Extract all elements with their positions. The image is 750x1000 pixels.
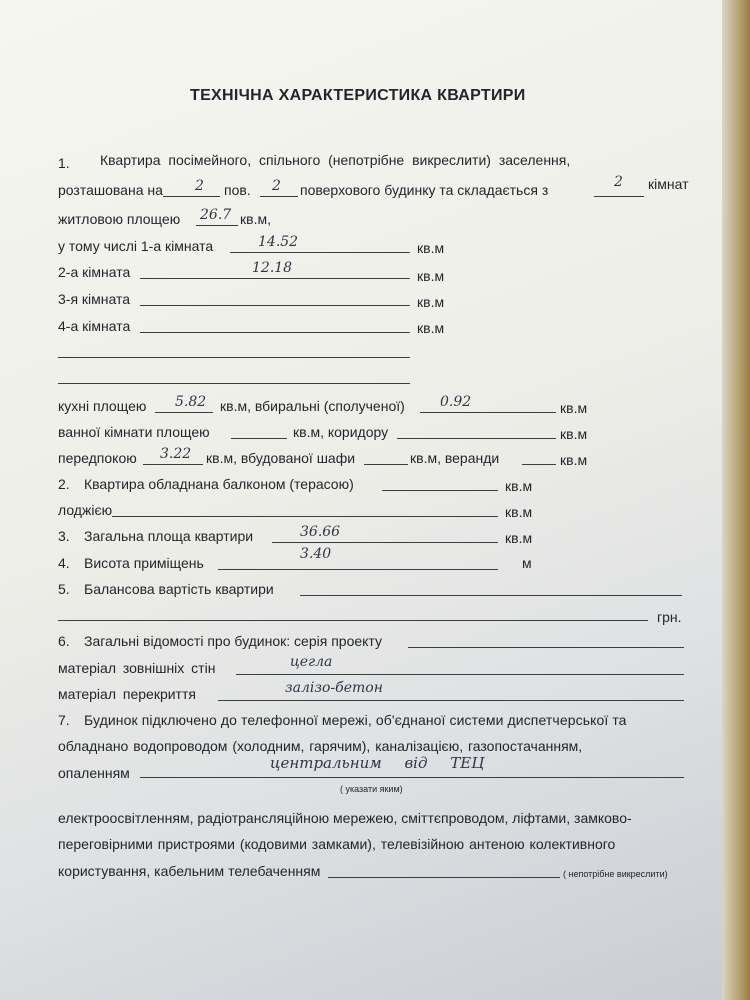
balance-value-underline-2	[58, 620, 648, 621]
room3-unit: кв.м	[417, 294, 445, 310]
blank-line	[58, 383, 410, 384]
floors-value: 2	[272, 178, 281, 194]
heating-underline	[140, 777, 684, 778]
living-area-underline	[196, 225, 238, 226]
floor-value: 2	[195, 178, 204, 194]
blank-line	[58, 357, 410, 358]
toilet-value: 0.92	[440, 394, 472, 410]
section-7-line6: користування, кабельним телебаченням	[58, 863, 321, 879]
corridor-label: кв.м, коридору	[293, 424, 389, 440]
room3-label: 3-я кімната	[58, 291, 131, 307]
building-text: поверхового будинку та складається з	[300, 182, 549, 198]
section-3-number: 3.	[58, 528, 70, 544]
rooms-word: кімнат	[648, 176, 689, 192]
document-title: ТЕХНІЧНА ХАРАКТЕРИСТИКА КВАРТИРИ	[190, 87, 526, 104]
rooms-value: 2	[614, 174, 623, 190]
room1-underline	[230, 252, 410, 253]
room4-label: 4-а кімната	[58, 318, 131, 334]
kitchen-underline	[155, 412, 213, 413]
section-7-number: 7.	[58, 712, 70, 728]
balcony-label: Квартира обладнана балконом (терасою)	[84, 476, 354, 492]
balance-value-label: Балансова вартість квартири	[84, 581, 274, 597]
specify-note: ( указати яким)	[340, 784, 403, 794]
room4-underline	[140, 332, 410, 333]
toilet-label: кв.м, вбиральні (сполученої)	[220, 398, 405, 414]
total-area-underline	[272, 542, 498, 543]
room4-unit: кв.м	[417, 320, 445, 336]
cross-out-note: ( непотрібне викреслити)	[563, 869, 668, 879]
floors-underline	[260, 196, 298, 197]
room1-unit: кв.м	[417, 240, 445, 256]
section-7-line1: Будинок підключено до телефонної мережі, об'єднаної системи диспетчерської та	[84, 712, 627, 728]
wardrobe-underline	[364, 464, 408, 465]
kitchen-value: 5.82	[175, 394, 207, 410]
section-4-number: 4.	[58, 555, 70, 571]
corridor-unit: кв.м	[560, 426, 588, 442]
floor-word: пов.	[224, 182, 251, 198]
hall-label: передпокою	[58, 450, 137, 466]
room3-underline	[140, 305, 410, 306]
balcony-unit: кв.м	[505, 478, 533, 494]
section-6-number: 6.	[58, 633, 70, 649]
section-7-line5: переговірними пристроями (кодовими замками), телевізійною антеною колективного	[58, 836, 616, 852]
veranda-unit: кв.м	[560, 452, 588, 468]
height-underline	[218, 569, 498, 570]
bath-label: ванної кімнати площею	[58, 424, 210, 440]
currency-label: грн.	[657, 609, 682, 625]
room1-label: у тому числі 1-а кімната	[58, 238, 214, 254]
cable-tv-underline	[328, 877, 560, 878]
section-1-line1: Квартира посімейного, спільного (непотрібне викреслити) заселення,	[100, 152, 571, 168]
loggia-underline	[112, 516, 498, 517]
room2-label: 2-а кімната	[58, 264, 131, 280]
walls-underline	[236, 674, 684, 675]
living-area-value: 26.7	[200, 207, 232, 223]
ceiling-value: залізо-бетон	[285, 680, 383, 696]
ceiling-label: матеріал перекриття	[58, 686, 196, 702]
building-info-label: Загальні відомості про будинок: серія проекту	[84, 633, 382, 649]
room2-unit: кв.м	[417, 268, 445, 284]
located-on-label: розташована на	[58, 182, 163, 198]
balcony-underline	[382, 490, 498, 491]
section-2-number: 2.	[58, 476, 70, 492]
veranda-underline	[522, 464, 556, 465]
height-unit: м	[522, 555, 532, 571]
rooms-underline	[594, 196, 644, 197]
height-label: Висота приміщень	[84, 555, 204, 571]
heating-value: центральним від ТЕЦ	[270, 754, 485, 772]
walls-label: матеріал зовнішніх стін	[58, 660, 216, 676]
hall-underline	[143, 464, 203, 465]
corridor-underline	[397, 438, 556, 439]
background-edge	[722, 0, 750, 1000]
floor-underline	[163, 196, 220, 197]
total-area-value: 36.66	[300, 524, 341, 540]
heating-label: опаленням	[58, 765, 130, 781]
loggia-label: лоджією	[58, 502, 113, 518]
veranda-label: кв.м, веранди	[410, 450, 500, 466]
toilet-unit: кв.м	[560, 400, 588, 416]
balance-value-underline	[300, 595, 682, 596]
kitchen-label: кухні площею	[58, 398, 147, 414]
section-5-number: 5.	[58, 581, 70, 597]
hall-value: 3.22	[160, 446, 192, 462]
room2-value: 12.18	[252, 260, 293, 276]
total-area-unit: кв.м	[505, 530, 533, 546]
walls-value: цегла	[290, 654, 333, 670]
wardrobe-label: кв.м, вбудованої шафи	[206, 450, 356, 466]
height-value: 3.40	[300, 546, 332, 562]
ceiling-underline	[218, 700, 684, 701]
toilet-underline	[420, 412, 556, 413]
living-area-label: житловою площею	[58, 211, 181, 227]
section-1-number: 1.	[58, 155, 70, 171]
loggia-unit: кв.м	[505, 504, 533, 520]
room1-value: 14.52	[258, 234, 299, 250]
bath-underline	[231, 438, 287, 439]
project-series-underline	[408, 647, 684, 648]
room2-underline	[140, 278, 410, 279]
total-area-label: Загальна площа квартири	[84, 528, 254, 544]
section-7-line2: обладнано водопроводом (холодним, гарячим), каналізацією, газопостачанням,	[58, 738, 583, 754]
section-7-line4: електроосвітленням, радіотрансляційною мережею, сміттєпроводом, ліфтами, замково-	[58, 810, 632, 826]
living-area-unit: кв.м,	[240, 211, 271, 227]
